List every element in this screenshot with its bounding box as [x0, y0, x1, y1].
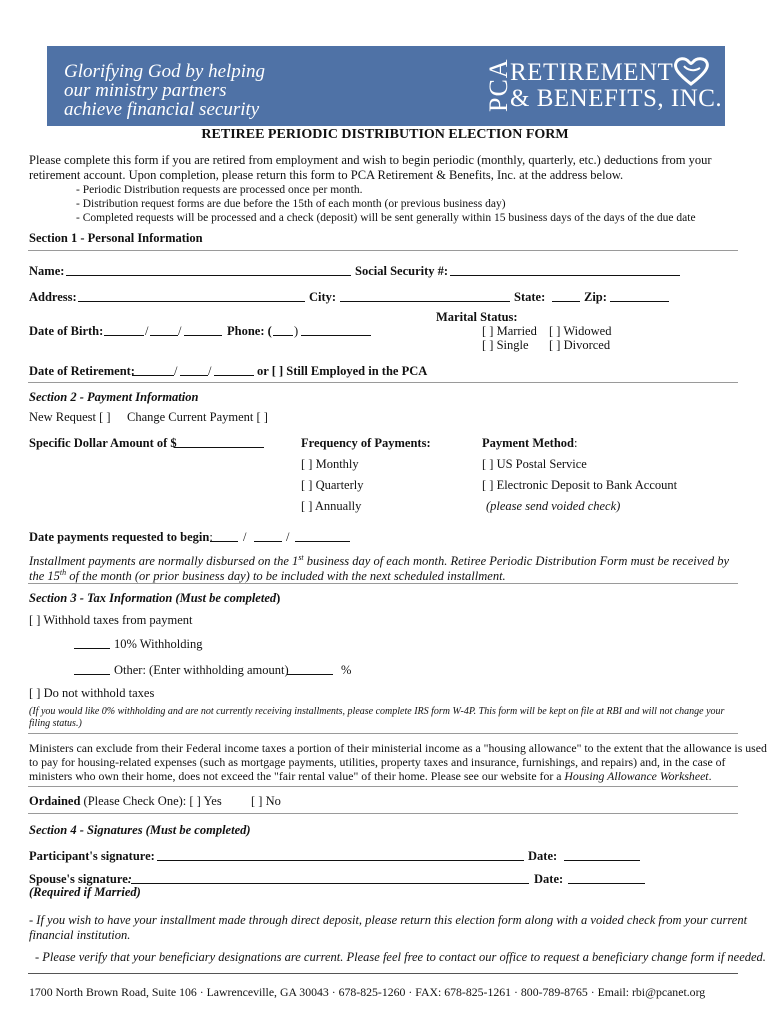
- address-field[interactable]: [78, 290, 305, 302]
- section3-heading-paren: ): [276, 591, 281, 605]
- retirement-day-field[interactable]: [180, 364, 208, 376]
- phone-number-field[interactable]: [301, 324, 371, 336]
- participant-date-label: Date:: [528, 849, 558, 863]
- footer-address: 1700 North Brown Road, Suite 106 · Lawrenceville, GA 30043 · 678-825-1260 · FAX: 678-825-1261 · 800-789-8765 · Email: rbi@pcanet.org: [29, 985, 706, 999]
- city-label: City:: [309, 290, 337, 304]
- date-slash: /: [286, 530, 290, 544]
- dob-day-field[interactable]: [150, 324, 178, 336]
- divider: [28, 382, 738, 383]
- phone-paren: ): [294, 324, 299, 338]
- tagline: [64, 62, 265, 119]
- housing-line-2: to pay for housing-related expenses (such as mortgage payments, utilities, property taxes and insurance, furnishings, and repairs) and, in the case of: [29, 755, 726, 769]
- housing-line-1: Ministers can exclude from their Federal income taxes a portion of their ministerial income as a "housing allowance" to the extent that the allowance is used: [29, 741, 767, 755]
- intro-bullet: - Periodic Distribution requests are processed once per month.: [76, 184, 363, 196]
- note-text: business day of each month. Retiree Periodic Distribution Form must be received by: [303, 554, 730, 569]
- single-checkbox[interactable]: [ ] Single: [482, 338, 529, 352]
- heart-logo-icon: [672, 56, 710, 86]
- ordained-label: Ordained: [29, 794, 81, 808]
- installment-note-line-2: [29, 565, 506, 584]
- intro-line-2: retirement account. Upon completion, please return this form to PCA Retirement & Benefits, Inc. at the address below.: [29, 168, 624, 182]
- beneficiary-note: - Please verify that your beneficiary designations are current. Please feel free to contact our office to request a beneficiary change form if needed.: [35, 950, 766, 964]
- date-slash: /: [243, 530, 247, 544]
- ordained-no-checkbox[interactable]: [ ] No: [251, 794, 281, 808]
- ten-percent-label: 10% Withholding: [114, 637, 203, 651]
- spouse-signature-field[interactable]: [131, 872, 529, 884]
- address-label: Address:: [29, 290, 77, 304]
- percent-sign: %: [341, 663, 352, 677]
- withhold-taxes-checkbox[interactable]: [ ] Withhold taxes from payment: [29, 613, 193, 627]
- spouse-date-label: Date:: [534, 872, 564, 886]
- start-year-field[interactable]: [295, 530, 350, 542]
- note-text: the 15: [29, 569, 60, 584]
- tagline-line: our ministry partners: [64, 80, 227, 101]
- start-day-field[interactable]: [254, 530, 282, 542]
- start-date-text: Date payments requested to begin: [29, 530, 210, 544]
- intro-bullet: - Completed requests will be processed and a check (deposit) will be sent generally within 15 business days of the days of the due date: [76, 212, 696, 224]
- quarterly-checkbox[interactable]: [ ] Quarterly: [301, 478, 364, 492]
- other-withholding-label: Other: (Enter withholding amount): [114, 663, 289, 677]
- logo-pca-vertical: PCA: [484, 58, 513, 112]
- section3-heading-text: Section 3 - Tax Information (Must be completed: [29, 591, 277, 605]
- tagline-line: achieve financial security: [64, 99, 260, 120]
- housing-text: .: [708, 769, 712, 783]
- voided-check-note: (please send voided check): [486, 499, 621, 513]
- widowed-checkbox[interactable]: [ ] Widowed: [549, 324, 612, 338]
- state-label: State:: [514, 290, 546, 304]
- ordained-yes-checkbox[interactable]: (Please Check One): [ ] Yes: [80, 794, 222, 808]
- dob-slash: /: [145, 324, 149, 338]
- other-withholding-check-field[interactable]: [74, 663, 110, 675]
- retirement-year-field[interactable]: [214, 364, 254, 376]
- logo-line-2: & BENEFITS, INC.: [510, 85, 723, 112]
- ssn-label: Social Security #:: [355, 264, 449, 278]
- name-field[interactable]: [66, 264, 351, 276]
- dollar-amount-field[interactable]: [174, 436, 264, 448]
- do-not-withhold-checkbox[interactable]: [ ] Do not withhold taxes: [29, 686, 155, 700]
- zip-label: Zip:: [584, 290, 607, 304]
- start-month-field[interactable]: [210, 530, 238, 542]
- zip-field[interactable]: [610, 290, 669, 302]
- ssn-field[interactable]: [450, 264, 680, 276]
- phone-area-field[interactable]: [273, 324, 293, 336]
- w4p-note-line-2: filing status.): [29, 718, 82, 729]
- electronic-deposit-checkbox[interactable]: [ ] Electronic Deposit to Bank Account: [482, 478, 678, 492]
- required-if-married: (Required if Married): [29, 885, 141, 899]
- note-text: of the month (or prior business day) to be included with the next scheduled installment.: [66, 569, 506, 584]
- annually-checkbox[interactable]: [ ] Annually: [301, 499, 362, 513]
- payment-method-label: Payment Method:: [482, 436, 578, 450]
- date-slash: /: [208, 364, 212, 378]
- postal-checkbox[interactable]: [ ] US Postal Service: [482, 457, 587, 471]
- name-label: Name:: [29, 264, 65, 278]
- state-field[interactable]: [552, 290, 580, 302]
- ten-percent-field[interactable]: [74, 637, 110, 649]
- married-checkbox[interactable]: [ ] Married: [482, 324, 537, 338]
- dob-slash: /: [178, 324, 182, 338]
- spouse-colon: :: [127, 872, 132, 886]
- spouse-date-field[interactable]: [568, 872, 645, 884]
- divider: [28, 786, 738, 787]
- divorced-checkbox[interactable]: [ ] Divorced: [549, 338, 611, 352]
- marital-status-label: Marital Status:: [436, 310, 518, 324]
- footer-divider: [28, 973, 738, 974]
- participant-signature-field[interactable]: [157, 849, 524, 861]
- date-slash: /: [174, 364, 178, 378]
- note-superscript: th: [59, 568, 67, 577]
- intro-line-1: Please complete this form if you are retired from employment and wish to begin periodic (monthly, quarterly, etc.) deductions from your: [29, 153, 712, 167]
- section4-heading: Section 4 - Signatures (Must be completed): [29, 823, 251, 837]
- housing-worksheet-link[interactable]: Housing Allowance Worksheet: [564, 769, 709, 783]
- new-request-checkbox[interactable]: New Request [ ]: [29, 410, 111, 424]
- section3-heading: [29, 591, 280, 606]
- spouse-signature-text: Spouse's signature: [29, 872, 128, 886]
- note-text: Installment payments are normally disbursed on the 1: [29, 554, 299, 569]
- note-superscript: st: [298, 553, 304, 562]
- direct-deposit-note-2: financial institution.: [29, 928, 131, 942]
- divider: [28, 733, 738, 734]
- change-payment-checkbox[interactable]: Change Current Payment [ ]: [127, 410, 268, 424]
- dob-month-field[interactable]: [104, 324, 144, 336]
- housing-text: ministers who own their home, does not exceed the "fair rental value" of their home. Please see our website for a: [29, 769, 565, 783]
- retirement-month-field[interactable]: [132, 364, 174, 376]
- intro-bullet: - Distribution request forms are due before the 15th of each month (or previous business day): [76, 198, 506, 210]
- dob-label: Date of Birth:: [29, 324, 104, 338]
- city-field[interactable]: [340, 290, 510, 302]
- direct-deposit-note-1: - If you wish to have your installment made through direct deposit, please return this election form along with a voided check from your current: [29, 913, 748, 927]
- dollar-amount-label: Specific Dollar Amount of $: [29, 436, 177, 450]
- housing-line-3: [29, 769, 712, 784]
- section2-heading: Section 2 - Payment Information: [29, 390, 199, 404]
- start-date-label: Date payments requested to begin:: [29, 530, 213, 544]
- logo-line-1: RETIREMENT: [510, 59, 674, 86]
- divider: [28, 250, 738, 251]
- still-employed-checkbox[interactable]: or [ ] Still Employed in the PCA: [257, 364, 428, 378]
- form-title: RETIREE PERIODIC DISTRIBUTION ELECTION FORM: [201, 127, 569, 142]
- participant-signature-label: Participant's signature:: [29, 849, 155, 863]
- ordained-row: [29, 794, 222, 809]
- frequency-label: Frequency of Payments:: [301, 436, 431, 450]
- retirement-date-label: Date of Retirement:: [29, 364, 135, 378]
- divider: [28, 813, 738, 814]
- tagline-line: Glorifying God by helping: [64, 61, 266, 82]
- dob-year-field[interactable]: [184, 324, 222, 336]
- divider: [28, 583, 738, 584]
- other-withholding-amount-field[interactable]: [287, 663, 333, 675]
- section1-heading: Section 1 - Personal Information: [29, 231, 203, 245]
- w4p-note-line-1: (If you would like 0% withholding and are not currently receiving installments, please complete IRS form W-4P. This form will be kept on file at RBI and will not change your: [29, 706, 725, 717]
- participant-date-field[interactable]: [564, 849, 640, 861]
- payment-method-text: Payment Method: [482, 436, 574, 450]
- phone-label: Phone: (: [227, 324, 272, 338]
- monthly-checkbox[interactable]: [ ] Monthly: [301, 457, 359, 471]
